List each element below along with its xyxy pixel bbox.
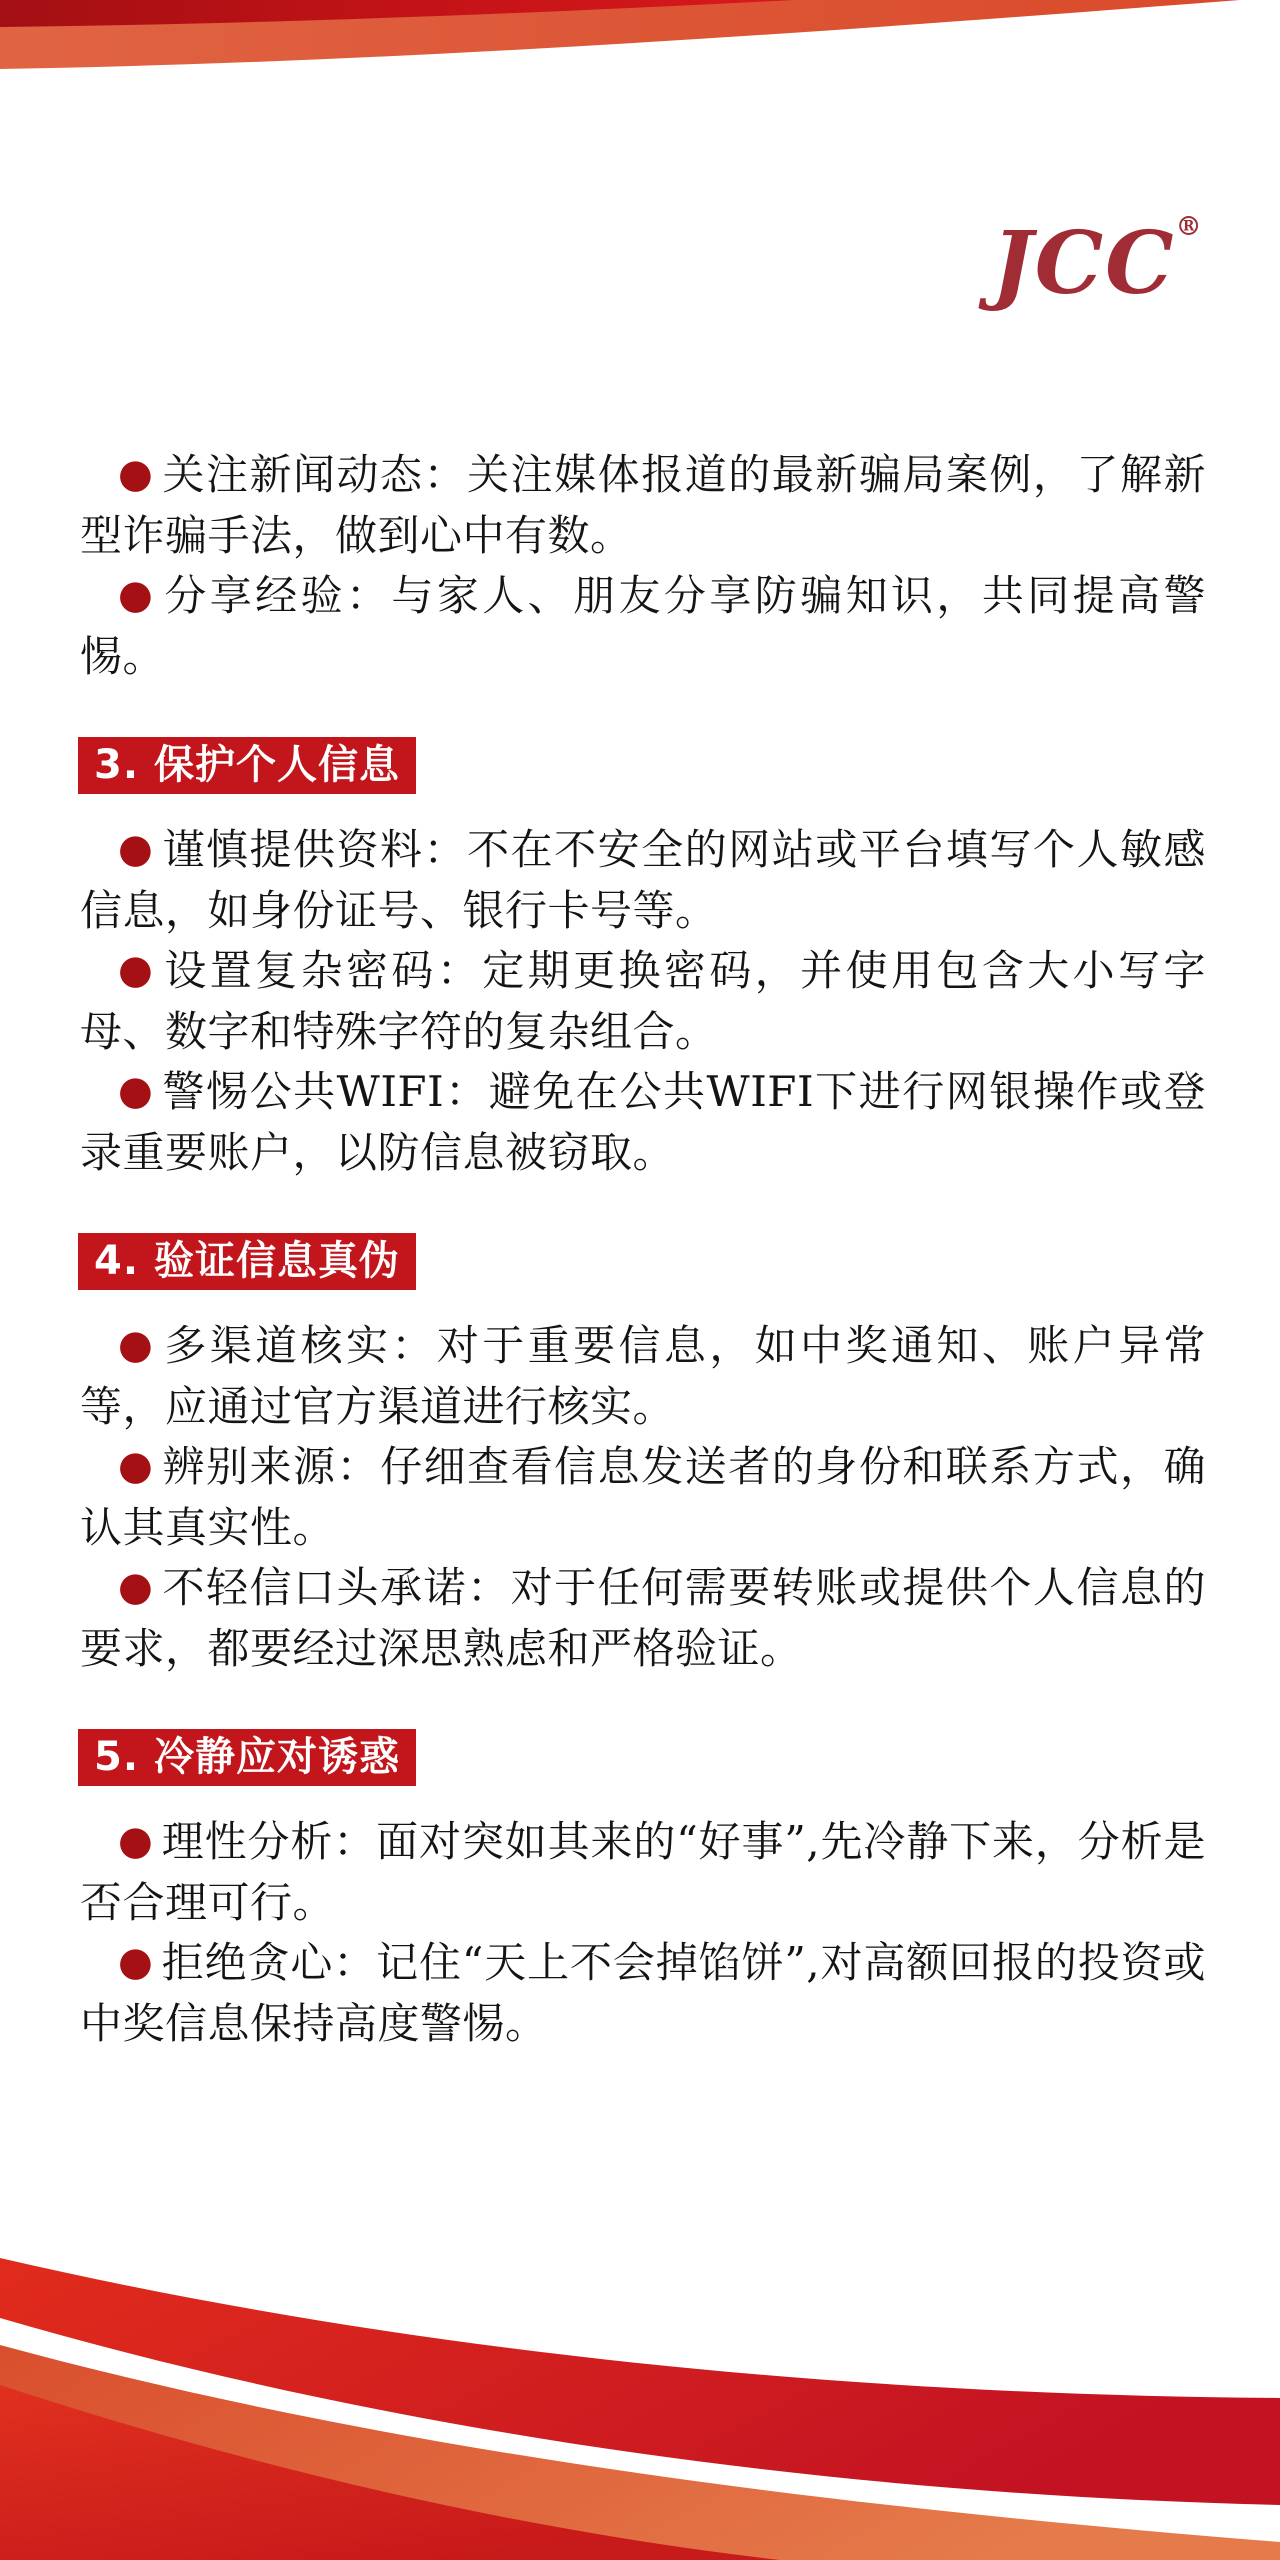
bottom-swoosh-decoration — [0, 2150, 1280, 2560]
bullet-item — [80, 1437, 1206, 1558]
bullet-item — [80, 1933, 1206, 2054]
bullet-dot-icon: ● — [118, 1939, 154, 1985]
bullet-label: 不轻信口头承诺： — [162, 1563, 511, 1612]
bullet-label: 理性分析： — [161, 1817, 377, 1866]
bullet-dot-icon: ● — [118, 1443, 155, 1489]
section-3 — [80, 1233, 1206, 1679]
bullet-text: 对于重要信息，如中奖通知、账户异常等，应通过官方渠道进行核实。 — [80, 1321, 1206, 1431]
bullet-label: 多渠道核实： — [164, 1321, 437, 1370]
bullet-label: 谨慎提供资料： — [162, 825, 468, 874]
bullet-label: 警惕公共WIFI： — [162, 1067, 489, 1116]
bullet-item — [80, 445, 1206, 566]
bullet-text: 记住“天上不会掉馅饼”,对高额回报的投资或中奖信息保持高度警惕。 — [80, 1938, 1206, 2048]
bullet-item — [80, 1812, 1206, 1933]
bullet-text: 与家人、朋友分享防骗知识，共同提高警惕。 — [80, 571, 1206, 681]
bullet-label: 设置复杂密码： — [164, 946, 483, 995]
bullet-item — [80, 1062, 1206, 1183]
bullet-text: 仔细查看信息发送者的身份和联系方式，确认其真实性。 — [80, 1442, 1206, 1552]
bullet-dot-icon: ● — [118, 826, 155, 872]
bullet-label: 辨别来源： — [162, 1442, 381, 1491]
bullet-dot-icon: ● — [118, 1564, 155, 1610]
bullet-item — [80, 820, 1206, 941]
section-title: 5. 冷静应对诱惑 — [78, 1729, 416, 1786]
bullet-item — [80, 566, 1206, 687]
bullet-item — [80, 1558, 1206, 1679]
bullet-dot-icon: ● — [118, 1818, 154, 1864]
section-1 — [80, 445, 1206, 687]
brand-logo-text: JCC — [992, 213, 1176, 314]
bullet-text: 面对突如其来的“好事”,先冷静下来，分析是否合理可行。 — [80, 1817, 1206, 1927]
bullet-item — [80, 1316, 1206, 1437]
bullet-text: 定期更换密码，并使用包含大小写字母、数字和特殊字符的复杂组合。 — [80, 946, 1206, 1056]
bullet-text: 不在不安全的网站或平台填写个人敏感信息，如身份证号、银行卡号等。 — [80, 825, 1206, 935]
brand-logo — [992, 212, 1202, 314]
content — [80, 445, 1206, 2054]
bullet-item — [80, 941, 1206, 1062]
section-title: 3. 保护个人信息 — [78, 737, 416, 794]
bullet-dot-icon: ● — [118, 1322, 157, 1368]
registered-trademark-mark: ® — [1175, 212, 1202, 242]
bullet-text: 对于任何需要转账或提供个人信息的要求，都要经过深思熟虑和严格验证。 — [80, 1563, 1206, 1673]
bullet-label: 分享经验： — [164, 571, 392, 620]
bullet-label: 关注新闻动态： — [162, 450, 468, 499]
section-4 — [80, 1729, 1206, 2054]
top-swoosh-decoration — [0, 0, 1280, 80]
section-2 — [80, 737, 1206, 1183]
bullet-text: 避免在公共WIFI下进行网银操作或登录重要账户，以防信息被窃取。 — [80, 1067, 1207, 1177]
bullet-dot-icon: ● — [118, 572, 157, 618]
bullet-dot-icon: ● — [118, 947, 157, 993]
bullet-dot-icon: ● — [118, 1068, 155, 1114]
section-title: 4. 验证信息真伪 — [78, 1233, 416, 1290]
bullet-dot-icon: ● — [118, 451, 155, 497]
bullet-text: 关注媒体报道的最新骗局案例，了解新型诈骗手法，做到心中有数。 — [80, 450, 1206, 560]
bullet-label: 拒绝贪心： — [161, 1938, 377, 1987]
